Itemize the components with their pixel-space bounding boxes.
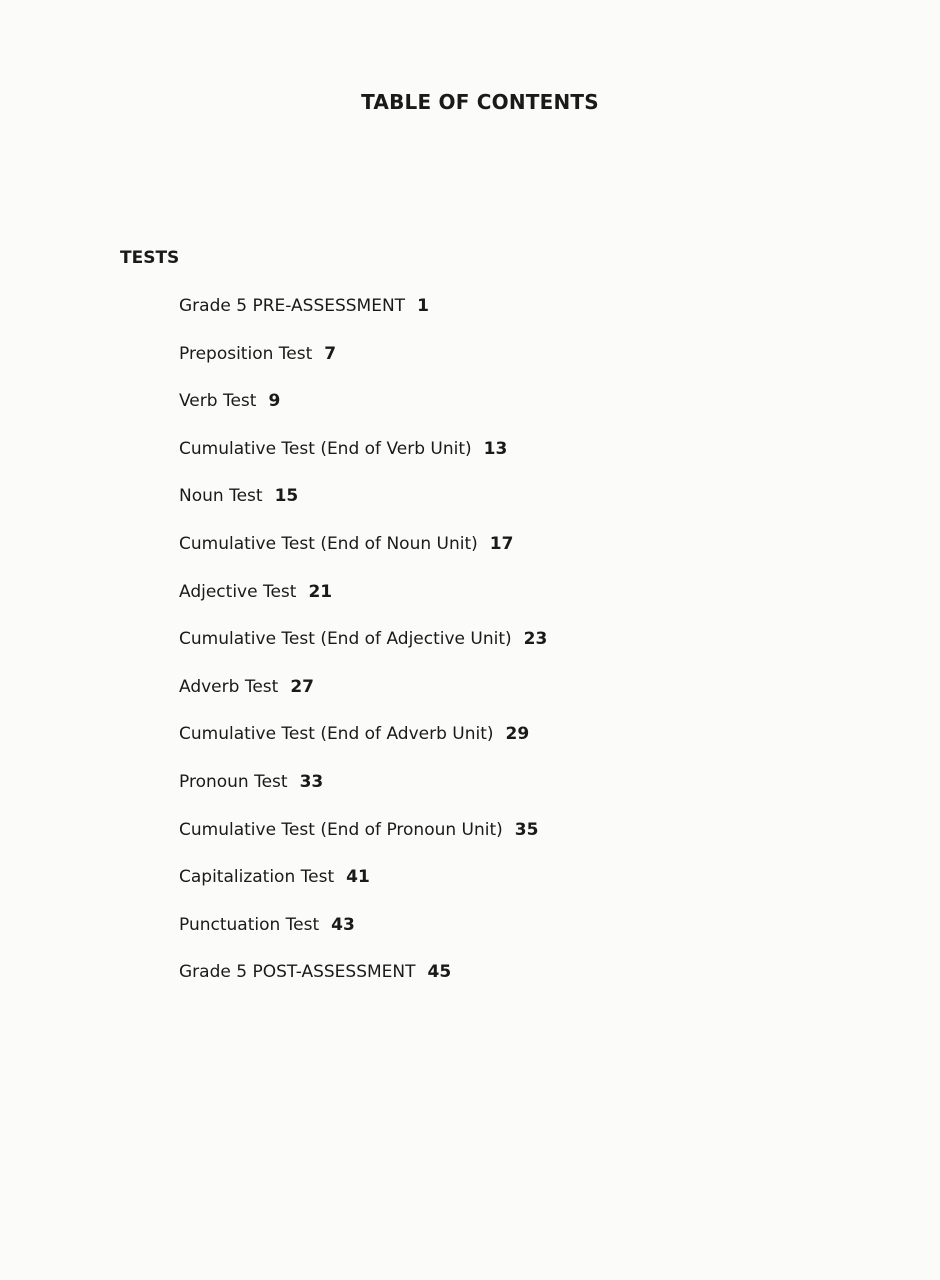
toc-entry	[179, 625, 547, 673]
toc-entry-page-number: 45	[427, 962, 452, 983]
toc-entry-title: Capitalization Test	[179, 867, 335, 888]
toc-entry-title: Cumulative Test (End of Adverb Unit)	[179, 724, 494, 745]
toc-entry-page-number: 17	[489, 533, 514, 554]
toc-entry-page-number: 15	[274, 486, 299, 507]
toc-entry	[179, 530, 547, 578]
toc-entry	[179, 911, 547, 959]
toc-entry-page-number: 27	[290, 676, 314, 697]
toc-entry-title: Adverb Test	[179, 676, 279, 697]
toc-entry	[179, 768, 547, 816]
toc-entry-page-number: 29	[505, 724, 530, 745]
toc-entry-title: Cumulative Test (End of Verb Unit)	[179, 438, 472, 459]
toc-entry	[179, 387, 547, 435]
toc-entry	[179, 292, 547, 340]
toc-entry	[179, 720, 547, 768]
toc-entry	[179, 482, 547, 530]
section-heading-tests: TESTS	[120, 248, 180, 268]
toc-entry-title: Cumulative Test (End of Adjective Unit)	[179, 629, 512, 650]
toc-entry	[179, 435, 547, 483]
toc-entry-title: Preposition Test	[179, 343, 313, 364]
toc-entry-page-number: 1	[417, 296, 429, 316]
toc-list	[179, 292, 547, 1006]
toc-entry-title: Cumulative Test (End of Pronoun Unit)	[179, 819, 503, 840]
toc-entry-page-number: 33	[299, 771, 324, 792]
toc-entry	[179, 816, 547, 864]
toc-entry	[179, 578, 547, 626]
toc-entry-page-number: 23	[523, 629, 548, 650]
toc-entry-title: Grade 5 PRE-ASSESSMENT	[179, 296, 406, 316]
toc-entry	[179, 958, 547, 1006]
toc-entry-title: Punctuation Test	[179, 914, 320, 935]
toc-entry	[179, 673, 547, 721]
toc-entry	[179, 340, 547, 388]
toc-entry-title: Noun Test	[179, 486, 263, 507]
toc-entry-page-number: 21	[308, 581, 333, 602]
toc-entry-title: Pronoun Test	[179, 771, 288, 792]
toc-entry-page-number: 41	[346, 867, 370, 888]
toc-entry-page-number: 35	[514, 819, 539, 840]
toc-entry-page-number: 13	[483, 438, 508, 459]
toc-entry-page-number: 7	[324, 343, 337, 364]
toc-entry-title: Verb Test	[179, 391, 257, 412]
toc-entry-title: Grade 5 POST-ASSESSMENT	[179, 962, 416, 983]
toc-entry-page-number: 43	[331, 914, 355, 935]
page-title: TABLE OF CONTENTS	[361, 90, 599, 114]
toc-entry-title: Cumulative Test (End of Noun Unit)	[179, 533, 478, 554]
toc-entry-page-number: 9	[268, 391, 281, 412]
toc-entry-title: Adjective Test	[179, 581, 297, 602]
toc-entry	[179, 863, 547, 911]
